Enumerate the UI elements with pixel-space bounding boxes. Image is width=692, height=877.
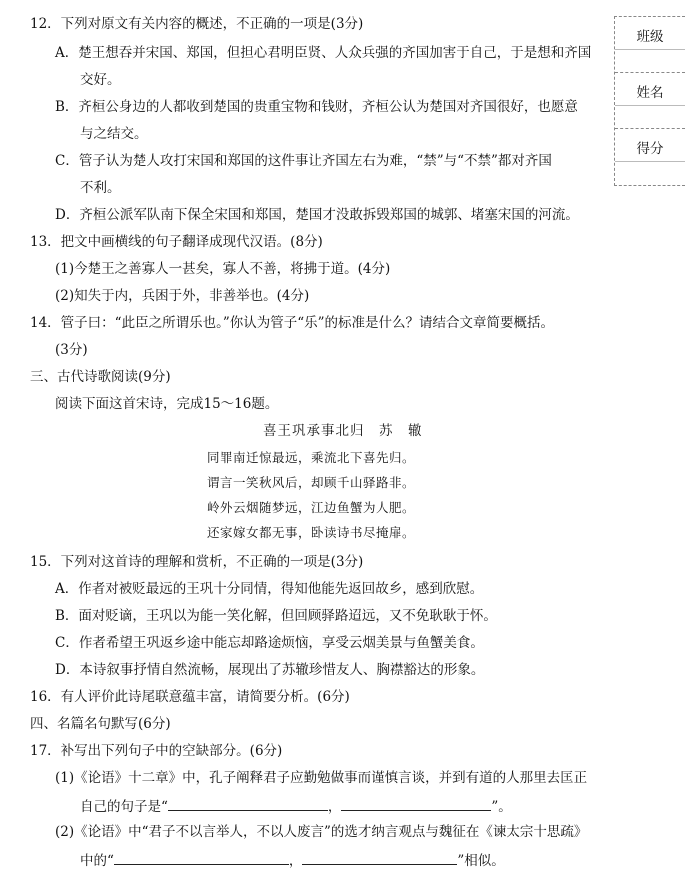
- q12-option-a-cont: 交好。: [80, 72, 121, 88]
- poem-title: 喜王巩承事北归 苏 辙: [263, 423, 423, 439]
- score-label: 得分: [615, 137, 685, 162]
- section-3-intro: 阅读下面这首宋诗，完成15～16题。: [55, 396, 279, 412]
- name-field[interactable]: [615, 73, 685, 129]
- q12-option-b: B．齐桓公身边的人都收到楚国的贵重宝物和钱财，齐桓公认为楚国对齐国很好，也愿意: [55, 99, 578, 115]
- q13-sentence-1: (1)今楚王之善寡人一甚矣，寡人不善，将拂于道。(4分): [55, 261, 391, 277]
- q17-1-suffix: ”。: [491, 799, 512, 815]
- q15-option-a: A．作者对被贬最远的王巩十分同情，得知他能先返回故乡，感到欣慰。: [55, 581, 484, 597]
- answer-blank[interactable]: [302, 850, 457, 865]
- q17-2-prefix: 中的“: [80, 853, 114, 869]
- q17-sentence-1: (1)《论语》十二章》中，孔子阐释君子应勤勉做事而谨慎言谈，并到有道的人那里去匡正: [55, 770, 588, 786]
- answer-blank[interactable]: [168, 796, 328, 811]
- question-17-stem: 17．补写出下列句子中的空缺部分。(6分): [30, 743, 283, 759]
- class-label: 班级: [615, 25, 685, 50]
- answer-blank[interactable]: [341, 796, 491, 811]
- section-3-heading: 三、古代诗歌阅读(9分): [30, 369, 171, 385]
- q17-blank-line-2: [80, 850, 505, 870]
- name-label: 姓名: [615, 81, 685, 106]
- q12-option-c-cont: 不利。: [80, 180, 121, 196]
- q12-option-c: C．管子认为楚人攻打宋国和郑国的这件事让齐国左右为难，“禁”与“不禁”都对齐国: [55, 153, 552, 169]
- question-16-stem: 16．有人评价此诗尾联意蕴丰富，请简要分析。(6分): [30, 689, 350, 705]
- question-14-stem: 14．管子曰：“此臣之所谓乐也。”你认为管子“乐”的标准是什么？请结合文章简要概括。: [30, 315, 555, 331]
- q17-2-separator: ，: [288, 853, 303, 869]
- question-12-stem: 12．下列对原文有关内容的概述，不正确的一项是(3分): [30, 16, 364, 32]
- q13-sentence-2: (2)知失于内，兵困于外，非善举也。(4分): [55, 288, 310, 304]
- poem-line: 还家嫁女都无事，卧读诗书尽掩扉。: [207, 525, 416, 540]
- poem-line: 谓言一笑秋风后，却顾千山驿路非。: [207, 475, 416, 490]
- student-info-box: [614, 16, 685, 186]
- q12-option-a: A．楚王想吞并宋国、郑国，但担心君明臣贤、人众兵强的齐国加害于自己，于是想和齐国: [55, 45, 592, 61]
- question-14-points: (3分): [55, 342, 88, 358]
- q15-option-b: B．面对贬谪，王巩以为能一笑化解，但回顾驿路迢远，又不免耿耿于怀。: [55, 608, 497, 624]
- score-field[interactable]: [615, 129, 685, 185]
- q17-sentence-2: (2)《论语》中“君子不以言举人，不以人废言”的选才纳言观点与魏征在《谏太宗十思疏》: [55, 824, 588, 840]
- section-4-heading: 四、名篇名句默写(6分): [30, 716, 171, 732]
- class-field[interactable]: [615, 17, 685, 73]
- q15-option-d: D．本诗叙事抒情自然流畅，展现出了苏辙珍惜友人、胸襟豁达的形象。: [55, 662, 485, 678]
- poem-line: 同罪南迁惊最远，乘流北下喜先归。: [207, 450, 416, 465]
- answer-blank[interactable]: [114, 850, 289, 865]
- question-13-stem: 13．把文中画横线的句子翻译成现代汉语。(8分): [30, 234, 323, 250]
- q15-option-c: C．作者希望王巩返乡途中能忘却路途烦恼，享受云烟美景与鱼蟹美食。: [55, 635, 484, 651]
- q12-option-d: D．齐桓公派军队南下保全宋国和郑国，楚国才没敢拆毁郑国的城郭、堵塞宋国的河流。: [55, 207, 579, 223]
- question-15-stem: 15．下列对这首诗的理解和赏析，不正确的一项是(3分): [30, 554, 364, 570]
- q12-option-b-cont: 与之结交。: [80, 126, 148, 142]
- poem-line: 岭外云烟随梦远，江边鱼蟹为人肥。: [207, 500, 416, 515]
- q17-2-suffix: ”相似。: [457, 853, 505, 869]
- q17-blank-line-1: [80, 796, 512, 816]
- q17-1-prefix: 自己的句子是“: [80, 799, 168, 815]
- q17-1-separator: ，: [327, 799, 342, 815]
